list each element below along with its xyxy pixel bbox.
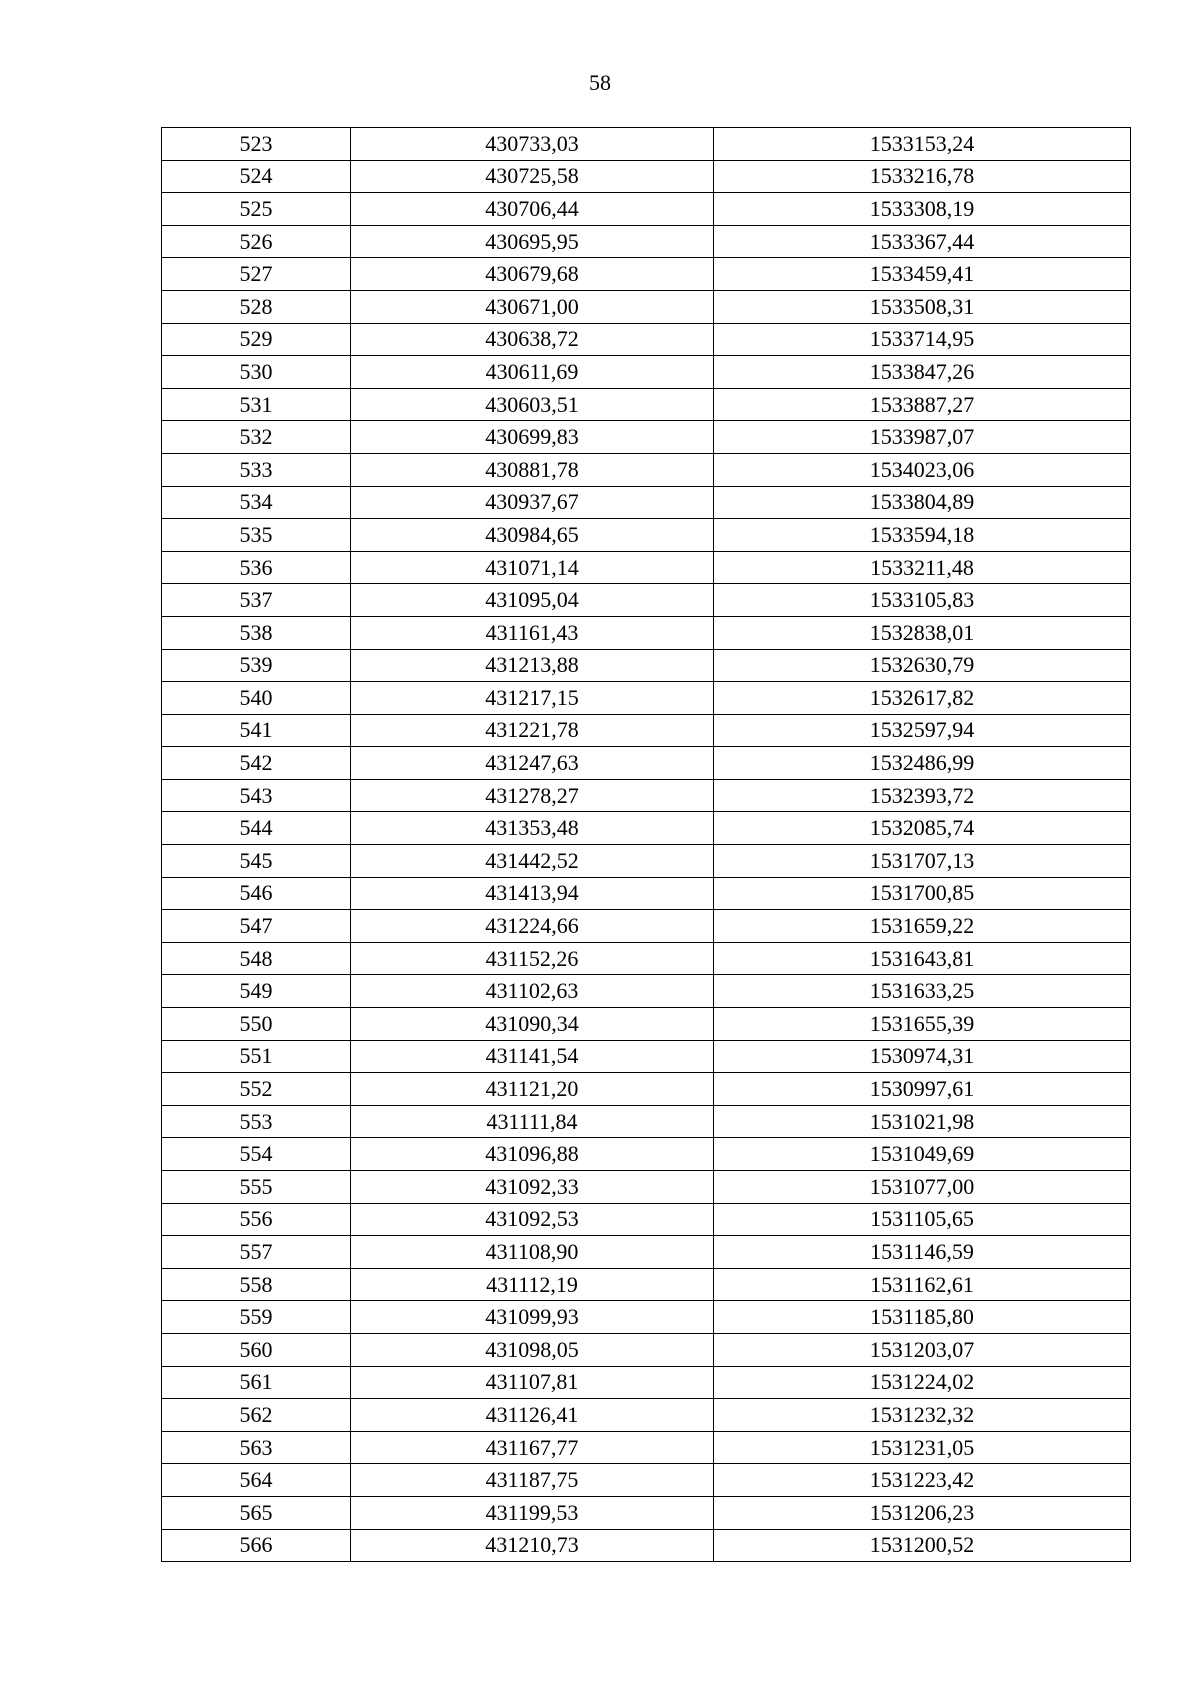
point-number-cell: 552 xyxy=(162,1073,351,1106)
y-coordinate-cell: 1533308,19 xyxy=(714,193,1131,226)
table-row xyxy=(162,747,1131,780)
table-row xyxy=(162,225,1131,258)
table-row xyxy=(162,910,1131,943)
table-row xyxy=(162,551,1131,584)
table-row xyxy=(162,1171,1131,1204)
y-coordinate-cell: 1533153,24 xyxy=(714,128,1131,161)
y-coordinate-cell: 1531700,85 xyxy=(714,877,1131,910)
y-coordinate-cell: 1531021,98 xyxy=(714,1105,1131,1138)
x-coordinate-cell: 431161,43 xyxy=(351,616,714,649)
table-row xyxy=(162,258,1131,291)
x-coordinate-cell: 430733,03 xyxy=(351,128,714,161)
y-coordinate-cell: 1531707,13 xyxy=(714,845,1131,878)
table-row xyxy=(162,714,1131,747)
point-number-cell: 556 xyxy=(162,1203,351,1236)
table-row xyxy=(162,1464,1131,1497)
x-coordinate-cell: 431210,73 xyxy=(351,1529,714,1562)
x-coordinate-cell: 430725,58 xyxy=(351,160,714,193)
x-coordinate-cell: 431102,63 xyxy=(351,975,714,1008)
y-coordinate-cell: 1533211,48 xyxy=(714,551,1131,584)
y-coordinate-cell: 1530997,61 xyxy=(714,1073,1131,1106)
x-coordinate-cell: 431141,54 xyxy=(351,1040,714,1073)
y-coordinate-cell: 1531200,52 xyxy=(714,1529,1131,1562)
x-coordinate-cell: 431112,19 xyxy=(351,1268,714,1301)
table-row xyxy=(162,519,1131,552)
point-number-cell: 566 xyxy=(162,1529,351,1562)
point-number-cell: 535 xyxy=(162,519,351,552)
point-number-cell: 555 xyxy=(162,1171,351,1204)
y-coordinate-cell: 1533847,26 xyxy=(714,356,1131,389)
point-number-cell: 563 xyxy=(162,1431,351,1464)
table-row xyxy=(162,356,1131,389)
y-coordinate-cell: 1532486,99 xyxy=(714,747,1131,780)
point-number-cell: 543 xyxy=(162,779,351,812)
x-coordinate-cell: 431121,20 xyxy=(351,1073,714,1106)
y-coordinate-cell: 1531223,42 xyxy=(714,1464,1131,1497)
y-coordinate-cell: 1532630,79 xyxy=(714,649,1131,682)
point-number-cell: 542 xyxy=(162,747,351,780)
point-number-cell: 538 xyxy=(162,616,351,649)
y-coordinate-cell: 1532393,72 xyxy=(714,779,1131,812)
point-number-cell: 526 xyxy=(162,225,351,258)
table-row xyxy=(162,1105,1131,1138)
table-row xyxy=(162,1203,1131,1236)
page-number: 58 xyxy=(589,70,611,95)
x-coordinate-cell: 431413,94 xyxy=(351,877,714,910)
x-coordinate-cell: 431095,04 xyxy=(351,584,714,617)
table-row xyxy=(162,812,1131,845)
y-coordinate-cell: 1531146,59 xyxy=(714,1236,1131,1269)
table-row xyxy=(162,1496,1131,1529)
y-coordinate-cell: 1534023,06 xyxy=(714,453,1131,486)
table-row xyxy=(162,845,1131,878)
x-coordinate-cell: 431071,14 xyxy=(351,551,714,584)
table-row xyxy=(162,1529,1131,1562)
table-row xyxy=(162,975,1131,1008)
x-coordinate-cell: 431092,53 xyxy=(351,1203,714,1236)
table-row xyxy=(162,1236,1131,1269)
table-row xyxy=(162,160,1131,193)
x-coordinate-cell: 431187,75 xyxy=(351,1464,714,1497)
x-coordinate-cell: 430679,68 xyxy=(351,258,714,291)
point-number-cell: 553 xyxy=(162,1105,351,1138)
y-coordinate-cell: 1532085,74 xyxy=(714,812,1131,845)
point-number-cell: 565 xyxy=(162,1496,351,1529)
table-row xyxy=(162,584,1131,617)
table-row xyxy=(162,1333,1131,1366)
point-number-cell: 524 xyxy=(162,160,351,193)
table-row xyxy=(162,421,1131,454)
y-coordinate-cell: 1533216,78 xyxy=(714,160,1131,193)
point-number-cell: 539 xyxy=(162,649,351,682)
table-row xyxy=(162,1301,1131,1334)
table-row xyxy=(162,1073,1131,1106)
y-coordinate-cell: 1533367,44 xyxy=(714,225,1131,258)
point-number-cell: 546 xyxy=(162,877,351,910)
y-coordinate-cell: 1533714,95 xyxy=(714,323,1131,356)
table-row xyxy=(162,1399,1131,1432)
table-row xyxy=(162,1431,1131,1464)
x-coordinate-cell: 431278,27 xyxy=(351,779,714,812)
x-coordinate-cell: 430638,72 xyxy=(351,323,714,356)
x-coordinate-cell: 430695,95 xyxy=(351,225,714,258)
y-coordinate-cell: 1533594,18 xyxy=(714,519,1131,552)
x-coordinate-cell: 431217,15 xyxy=(351,682,714,715)
table-row xyxy=(162,649,1131,682)
point-number-cell: 531 xyxy=(162,388,351,421)
table-row xyxy=(162,486,1131,519)
x-coordinate-cell: 430671,00 xyxy=(351,290,714,323)
y-coordinate-cell: 1531206,23 xyxy=(714,1496,1131,1529)
x-coordinate-cell: 431108,90 xyxy=(351,1236,714,1269)
table-row xyxy=(162,1366,1131,1399)
x-coordinate-cell: 431096,88 xyxy=(351,1138,714,1171)
x-coordinate-cell: 431099,93 xyxy=(351,1301,714,1334)
y-coordinate-cell: 1531643,81 xyxy=(714,942,1131,975)
y-coordinate-cell: 1531232,32 xyxy=(714,1399,1131,1432)
x-coordinate-cell: 431126,41 xyxy=(351,1399,714,1432)
x-coordinate-cell: 431247,63 xyxy=(351,747,714,780)
y-coordinate-cell: 1533105,83 xyxy=(714,584,1131,617)
table-row xyxy=(162,1138,1131,1171)
y-coordinate-cell: 1532617,82 xyxy=(714,682,1131,715)
point-number-cell: 530 xyxy=(162,356,351,389)
table-row xyxy=(162,388,1131,421)
y-coordinate-cell: 1531659,22 xyxy=(714,910,1131,943)
table-row xyxy=(162,1040,1131,1073)
y-coordinate-cell: 1531185,80 xyxy=(714,1301,1131,1334)
x-coordinate-cell: 431107,81 xyxy=(351,1366,714,1399)
y-coordinate-cell: 1531203,07 xyxy=(714,1333,1131,1366)
x-coordinate-cell: 430611,69 xyxy=(351,356,714,389)
table-row xyxy=(162,290,1131,323)
point-number-cell: 550 xyxy=(162,1008,351,1041)
point-number-cell: 523 xyxy=(162,128,351,161)
x-coordinate-cell: 430699,83 xyxy=(351,421,714,454)
coordinates-table-body xyxy=(162,128,1131,1562)
table-row xyxy=(162,128,1131,161)
table-row xyxy=(162,1268,1131,1301)
y-coordinate-cell: 1533987,07 xyxy=(714,421,1131,454)
y-coordinate-cell: 1530974,31 xyxy=(714,1040,1131,1073)
x-coordinate-cell: 431442,52 xyxy=(351,845,714,878)
point-number-cell: 545 xyxy=(162,845,351,878)
y-coordinate-cell: 1533804,89 xyxy=(714,486,1131,519)
point-number-cell: 560 xyxy=(162,1333,351,1366)
y-coordinate-cell: 1532838,01 xyxy=(714,616,1131,649)
point-number-cell: 533 xyxy=(162,453,351,486)
point-number-cell: 562 xyxy=(162,1399,351,1432)
x-coordinate-cell: 431098,05 xyxy=(351,1333,714,1366)
table-row xyxy=(162,323,1131,356)
table-row xyxy=(162,877,1131,910)
point-number-cell: 534 xyxy=(162,486,351,519)
table-row xyxy=(162,779,1131,812)
y-coordinate-cell: 1531105,65 xyxy=(714,1203,1131,1236)
x-coordinate-cell: 431167,77 xyxy=(351,1431,714,1464)
x-coordinate-cell: 431090,34 xyxy=(351,1008,714,1041)
x-coordinate-cell: 431353,48 xyxy=(351,812,714,845)
x-coordinate-cell: 430881,78 xyxy=(351,453,714,486)
x-coordinate-cell: 430706,44 xyxy=(351,193,714,226)
table-row xyxy=(162,942,1131,975)
point-number-cell: 559 xyxy=(162,1301,351,1334)
y-coordinate-cell: 1533887,27 xyxy=(714,388,1131,421)
x-coordinate-cell: 431092,33 xyxy=(351,1171,714,1204)
table-row xyxy=(162,616,1131,649)
point-number-cell: 554 xyxy=(162,1138,351,1171)
y-coordinate-cell: 1531231,05 xyxy=(714,1431,1131,1464)
point-number-cell: 540 xyxy=(162,682,351,715)
x-coordinate-cell: 430603,51 xyxy=(351,388,714,421)
point-number-cell: 536 xyxy=(162,551,351,584)
point-number-cell: 561 xyxy=(162,1366,351,1399)
x-coordinate-cell: 431213,88 xyxy=(351,649,714,682)
y-coordinate-cell: 1531655,39 xyxy=(714,1008,1131,1041)
coordinates-table xyxy=(161,127,1131,1562)
x-coordinate-cell: 430937,67 xyxy=(351,486,714,519)
point-number-cell: 528 xyxy=(162,290,351,323)
x-coordinate-cell: 431152,26 xyxy=(351,942,714,975)
x-coordinate-cell: 431111,84 xyxy=(351,1105,714,1138)
y-coordinate-cell: 1531049,69 xyxy=(714,1138,1131,1171)
table-row xyxy=(162,453,1131,486)
point-number-cell: 564 xyxy=(162,1464,351,1497)
y-coordinate-cell: 1531077,00 xyxy=(714,1171,1131,1204)
table-row xyxy=(162,682,1131,715)
x-coordinate-cell: 431199,53 xyxy=(351,1496,714,1529)
point-number-cell: 548 xyxy=(162,942,351,975)
point-number-cell: 541 xyxy=(162,714,351,747)
point-number-cell: 558 xyxy=(162,1268,351,1301)
point-number-cell: 544 xyxy=(162,812,351,845)
x-coordinate-cell: 431221,78 xyxy=(351,714,714,747)
point-number-cell: 529 xyxy=(162,323,351,356)
point-number-cell: 527 xyxy=(162,258,351,291)
point-number-cell: 532 xyxy=(162,421,351,454)
y-coordinate-cell: 1531162,61 xyxy=(714,1268,1131,1301)
point-number-cell: 551 xyxy=(162,1040,351,1073)
point-number-cell: 525 xyxy=(162,193,351,226)
point-number-cell: 547 xyxy=(162,910,351,943)
y-coordinate-cell: 1533508,31 xyxy=(714,290,1131,323)
table-row xyxy=(162,1008,1131,1041)
point-number-cell: 549 xyxy=(162,975,351,1008)
x-coordinate-cell: 430984,65 xyxy=(351,519,714,552)
point-number-cell: 557 xyxy=(162,1236,351,1269)
y-coordinate-cell: 1531633,25 xyxy=(714,975,1131,1008)
table-row xyxy=(162,193,1131,226)
point-number-cell: 537 xyxy=(162,584,351,617)
x-coordinate-cell: 431224,66 xyxy=(351,910,714,943)
y-coordinate-cell: 1531224,02 xyxy=(714,1366,1131,1399)
y-coordinate-cell: 1532597,94 xyxy=(714,714,1131,747)
y-coordinate-cell: 1533459,41 xyxy=(714,258,1131,291)
